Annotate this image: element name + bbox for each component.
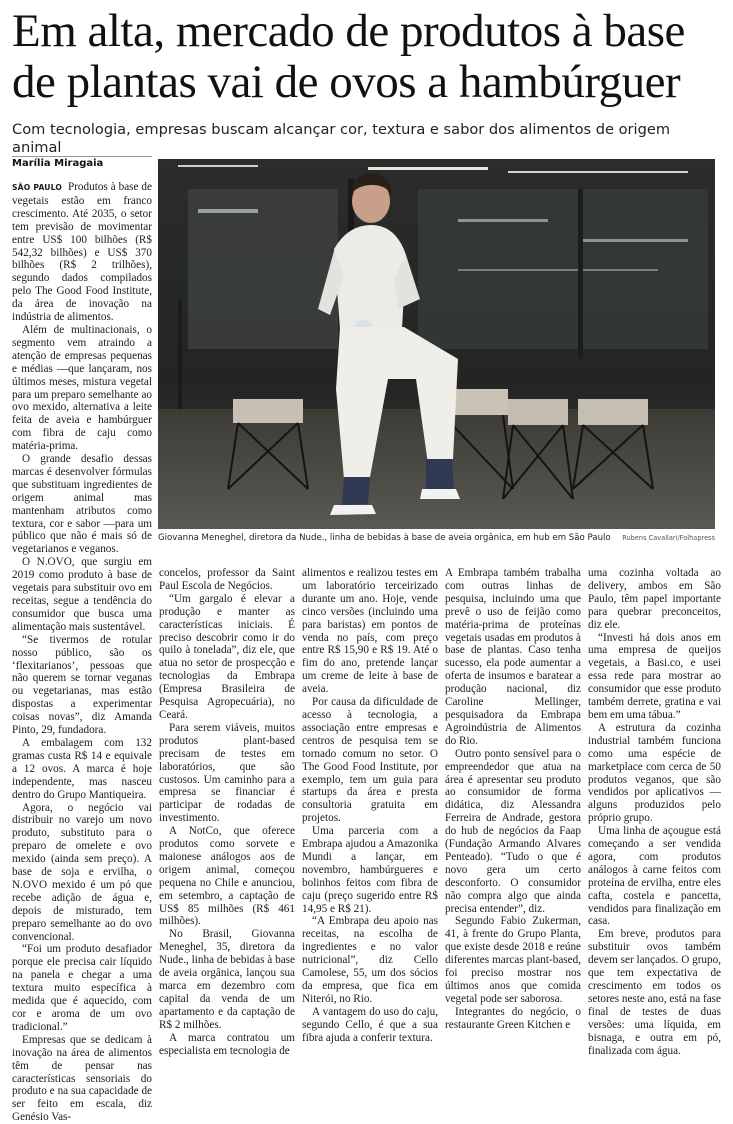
paragraph: Segundo Fabio Zukerman, 41, à frente do Grupo Planta, que existe desde 2018 e reúne diferentes marcas plant-based, foi preciso mostrar nos últimos anos que comida vegetal pode ser saborosa. [445,915,581,1005]
paragraph: A embalagem com 132 gramas custa R$ 14 e equivale a 12 ovos. A marca é hoje independente, mas nasceu dentro do Grupo Mantiqueira. [12,736,152,801]
byline: Marília Miragaia [12,158,104,169]
paragraph: Agora, o negócio vai distribuir no varejo um novo produto, substituto para o preparo de omelete e ovo mexido (ainda sem preço). A base de soja e ervilha, o N.OVO mexido é um pó que recebe adição de água e, depois de misturado, tem preparo semelhante ao do ovo convencional. [12,801,152,943]
paragraph: Além de multinacionais, o segmento vem atraindo a atenção de empresas pequenas e médias —que lançaram, nos últimos meses, mistura vegetal para um preparo semelhante ao ovo mexido, alternativa a leite feita de aveia e hambúrguer com fibra de caju como matéria-prima. [12,323,152,453]
paragraph: uma cozinha voltada ao delivery, ambos em São Paulo, têm papel importante para quebrar preconceitos, diz ele. [588,567,721,631]
article-column-1 [12,181,152,1124]
photo-woman-seated-on-bench-icon [158,159,715,529]
paragraph: A NotCo, que oferece produtos como sorvete e maionese análogos aos de origem animal, começou pequena no Chile e anunciou, em setembro, a captação de US$ 85 milhões (R$ 461 milhões). [159,825,295,928]
paragraph: SÃO PAULO Produtos à base de vegetais estão em franco crescimento. Até 2035, o setor tem previsão de movimentar entre US$ 100 bilhões (R$ 542,32 bilhões) e US$ 370 bilhões (R$ 2 trilhões), segundo dados compilados pelo The Good Food Institute, da área de inovação na indústria de alimentos. [12,181,152,324]
paragraph: A marca contratou um especialista em tecnologia de [159,1031,295,1057]
paragraph: Uma parceria com a Embrapa ajudou a Amazonika Mundi a lançar, em novembro, hambúrgueres e bolinhos feitos com fibra de caju (preço sugerido entre R$ 14,95 e R$ 21). [302,825,438,915]
paragraph: “A Embrapa deu apoio nas receitas, na escolha de ingredientes e no valor nutricional”, diz Cello Camolese, 55, um dos sócios da empresa, que fica em Niterói, no Rio. [302,915,438,1005]
article-photo [158,159,715,529]
paragraph: concelos, professor da Saint Paul Escola de Negócios. [159,567,295,592]
photo-caption [158,533,715,543]
paragraph: No Brasil, Giovanna Meneghel, 35, diretora da Nude., linha de bebidas à base de aveia orgânica, lançou sua marca em dezembro com capital da venda de um apartamento e da captação de R$ 2 milhões. [159,928,295,1031]
paragraph: Outro ponto sensível para o empreendedor que atua na área é apresentar seu produto ao consumidor de forma didática, diz Alessandra Ferreira de Andrade, gestora do hub de negócios da Faap (Fundação Armando Alvares Penteado). “Tudo o que é novo gera um certo desconforto. O consumidor não compra algo que ainda precisa entender”, diz. [445,747,581,915]
paragraph: “Investi há dois anos em uma empresa de queijos vegetais, a Basi.co, e usei essa rede para mostrar ao consumidor que esse produto também derrete, gratina e vai bem em uma tábua.” [588,631,721,721]
article-column-4 [445,567,581,1031]
paragraph: alimentos e realizou testes em um laboratório terceirizado durante um ano. Hoje, vende cinco versões (incluindo uma para baristas) em pontos de venda no país, com preço entre R$ 15,90 e R$ 19. Até o fim do ano, pretende lançar um creme de leite à base de aveia. [302,567,438,696]
subtitle: Com tecnologia, empresas buscam alcançar cor, textura e sabor dos alimentos de origem animal [12,121,671,156]
paragraph: “Um gargalo é elevar a produção e manter as características iniciais. É preciso descobrir como ir do quilo à tonelada”, diz ele, que atua no setor de prospecção e tecnologias da Embrapa (Empresa Brasileira de Pesquisa Agropecuária), no Ceará. [159,592,295,721]
article-column-2 [159,567,295,1057]
caption-text: Giovanna Meneghel, diretora da Nude., linha de bebidas à base de aveia orgânica, em hub em São Paulo [158,533,611,543]
headline: Em alta, mercado de produtos à base de plantas vai de ovos a hambúrguer [12,5,685,108]
paragraph: Por causa da dificuldade de acesso à tecnologia, a associação entre empresas e centros de pesquisa tem se tornado comum no setor. O The Good Food Institute, por exemplo, tem um guia para startups da área e presta consultoria gratuita em projetos. [302,696,438,825]
article-column-5 [588,567,721,1057]
paragraph: A vantagem do uso do caju, segundo Cello, é que a sua fibra ajuda a conferir textura. [302,1005,438,1044]
paragraph: Para serem viáveis, muitos produtos plant-based precisam de testes em laboratórios, que são custosos. Um caminho para a empresa se financiar é participar de rodadas de investimento. [159,721,295,825]
paragraph: Integrantes do negócio, o restaurante Green Kitchen e [445,1005,581,1031]
paragraph: O grande desafio dessas marcas é desenvolver fórmulas que substituam ingredientes de origem animal mas mantenham atributos como textura, cor e sabor —para um público que não é mais só de vegetarianos e veganos. [12,453,152,556]
paragraph: Empresas que se dedicam à inovação na área de alimentos têm de pensar nas características sensoriais do produto e na sua capacidade de ser feito em escala, diz Genésio Vas- [12,1033,152,1124]
article-column-3 [302,567,438,1044]
paragraph: O N.OVO, que surgiu em 2019 como produto à base de vegetais para substituir ovo em receitas, segue a tendência do consumidor que busca uma alimentação mais sustentável. [12,556,152,633]
byline-divider [12,156,152,157]
photo-credit: Rubens Cavallari/Folhapress [622,534,715,542]
paragraph: Uma linha de açougue está começando a ser vendida agora, com produtos análogos à carne feitos com proteína de ervilha, entre eles cafta, costela e pancetta, vendidos para finalização em casa. [588,825,721,928]
dateline: SÃO PAULO [12,183,63,192]
paragraph: “Foi um produto desafiador porque ele precisa cair líquido na panela e chegar a uma textura muito específica à medida que é aquecido, com cor e aroma de um ovo tradicional.” [12,943,152,1033]
paragraph: “Se tivermos de rotular nosso público, são os ‘flexitarianos’, pessoas que não querem se tornar veganas ou vegetarianas, mas estão dispostas a experimentar coisas novas”, diz Amanda Pinto, 29, fundadora. [12,633,152,737]
paragraph: A estrutura da cozinha industrial também funciona como uma espécie de marketplace com cerca de 50 produtos veganos, que são vendidos por aplicativos —alguns produzidos pelo próprio grupo. [588,721,721,825]
paragraph: Em breve, produtos para substituir ovos também devem ser lançados. O grupo, que tem expectativa de crescimento em todos os setores neste ano, está na fase final de testes de duas versões: uma líquida, em bisnaga, e outra em pó, finalizada com água. [588,928,721,1057]
paragraph: A Embrapa também trabalha com outras linhas de pesquisa, incluindo uma que prevê o uso de feijão como matéria-prima de proteínas vegetais usadas em produtos à base de plantas. Caso tenha sucesso, ela pode aumentar a oferta de insumos e baratear a produção nacional, diz Caroline Mellinger, pesquisadora da Embrapa Agroindústria de Alimentos do Rio. [445,567,581,747]
